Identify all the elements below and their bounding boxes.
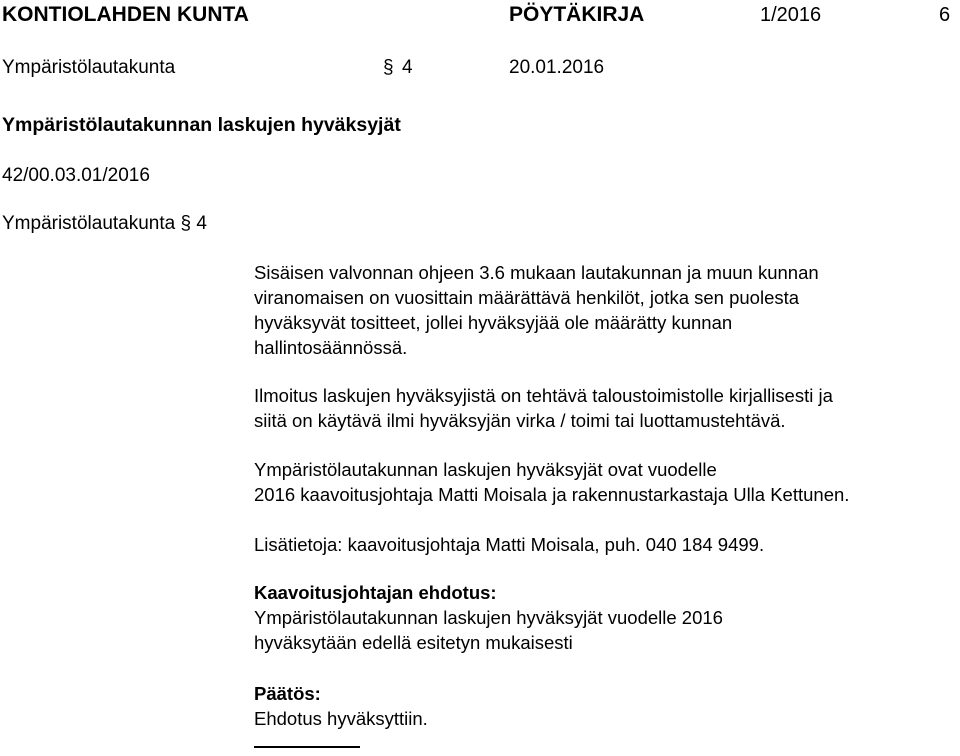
text-line: Ilmoitus laskujen hyväksyjistä on tehtävä taloustoimistolle kirjallisesti ja bbox=[254, 385, 833, 406]
text-line: viranomaisen on vuosittain määrättävä henkilöt, jotka sen puolesta bbox=[254, 287, 800, 308]
decision-block bbox=[254, 681, 428, 731]
paragraph-contact-info bbox=[254, 532, 764, 557]
document-number: 1/2016 bbox=[760, 4, 822, 26]
text-line: Ympäristölautakunnan laskujen hyväksyjät ovat vuodelle bbox=[254, 459, 717, 480]
item-title: Ympäristölautakunnan laskujen hyväksyjät bbox=[2, 114, 401, 136]
paragraph-internal-control bbox=[254, 260, 819, 360]
text-line: siitä on käytävä ilmi hyväksyjän virka / toimi tai luottamustehtävä. bbox=[254, 410, 786, 431]
text-line: hyväksytään edellä esitetyn mukaisesti bbox=[254, 632, 573, 653]
meeting-date: 20.01.2016 bbox=[509, 57, 605, 78]
paragraph-approvers bbox=[254, 457, 849, 507]
municipality-name: KONTIOLAHDEN KUNTA bbox=[2, 3, 249, 26]
item-reference: 42/00.03.01/2016 bbox=[2, 165, 150, 186]
decision-heading: Päätös: bbox=[254, 683, 321, 704]
text-line: Lisätietoja: kaavoitusjohtaja Matti Moisala, puh. 040 184 9499. bbox=[254, 534, 765, 555]
board-name: Ympäristölautakunta bbox=[2, 57, 176, 78]
text-line: Sisäisen valvonnan ohjeen 3.6 mukaan lautakunnan ja muun kunnan bbox=[254, 262, 819, 283]
proposal-heading: Kaavoitusjohtajan ehdotus: bbox=[254, 582, 497, 603]
proposal-block bbox=[254, 580, 723, 655]
section-symbol: § bbox=[383, 57, 394, 78]
paragraph-notification bbox=[254, 383, 833, 433]
text-line: Ympäristölautakunnan laskujen hyväksyjät vuodelle 2016 bbox=[254, 607, 723, 628]
text-line: Ehdotus hyväksyttiin. bbox=[254, 708, 428, 729]
text-line: 2016 kaavoitusjohtaja Matti Moisala ja rakennustarkastaja Ulla Kettunen. bbox=[254, 484, 850, 505]
page-number: 6 bbox=[939, 4, 951, 26]
board-section-reference: Ympäristölautakunta § 4 bbox=[2, 213, 207, 234]
document-type: PÖYTÄKIRJA bbox=[509, 3, 645, 26]
signature-rule bbox=[254, 746, 360, 748]
section-number: 4 bbox=[402, 57, 413, 78]
text-line: hyväksyvät tositteet, jollei hyväksyjää ole määrätty kunnan bbox=[254, 312, 733, 333]
text-line: hallintosäännössä. bbox=[254, 337, 408, 358]
